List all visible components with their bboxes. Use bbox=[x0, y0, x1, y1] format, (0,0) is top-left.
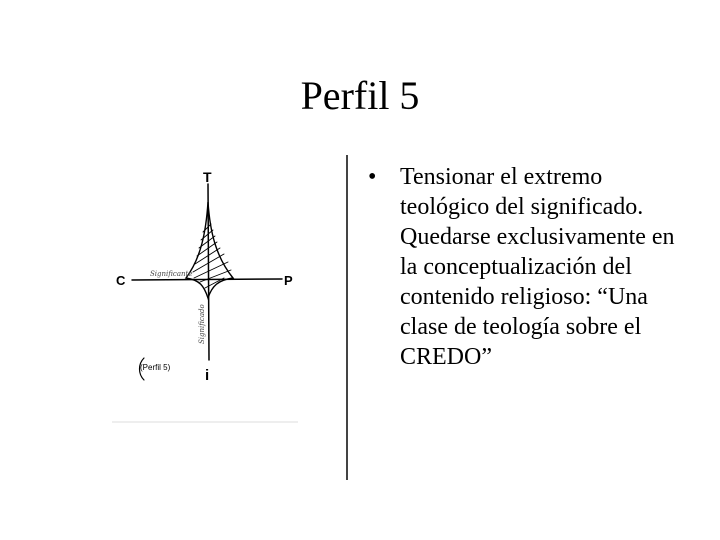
profile-sketch bbox=[108, 162, 308, 432]
slide-title: Perfil 5 bbox=[300, 73, 420, 118]
slide-divider bbox=[346, 155, 348, 480]
label-bottom: i bbox=[205, 367, 210, 384]
bullet-text: Tensionar el extremo teológico del significado. Quedarse exclusivamente en la conceptualización del contenido religioso: “Una clase de teología sobre el CREDO” bbox=[400, 164, 675, 370]
theological-spike bbox=[186, 202, 233, 298]
caption-label: (Perfil 5) bbox=[140, 363, 171, 372]
label-top: T bbox=[203, 169, 212, 185]
bullet-list bbox=[368, 162, 688, 372]
label-left: C bbox=[116, 273, 126, 288]
axis-label-horizontal: Significante bbox=[150, 270, 193, 278]
bullet-item bbox=[368, 162, 688, 372]
axis-label-vertical: Significado bbox=[198, 304, 206, 344]
bullet-dot: • bbox=[368, 164, 377, 190]
label-right: P bbox=[284, 273, 293, 288]
